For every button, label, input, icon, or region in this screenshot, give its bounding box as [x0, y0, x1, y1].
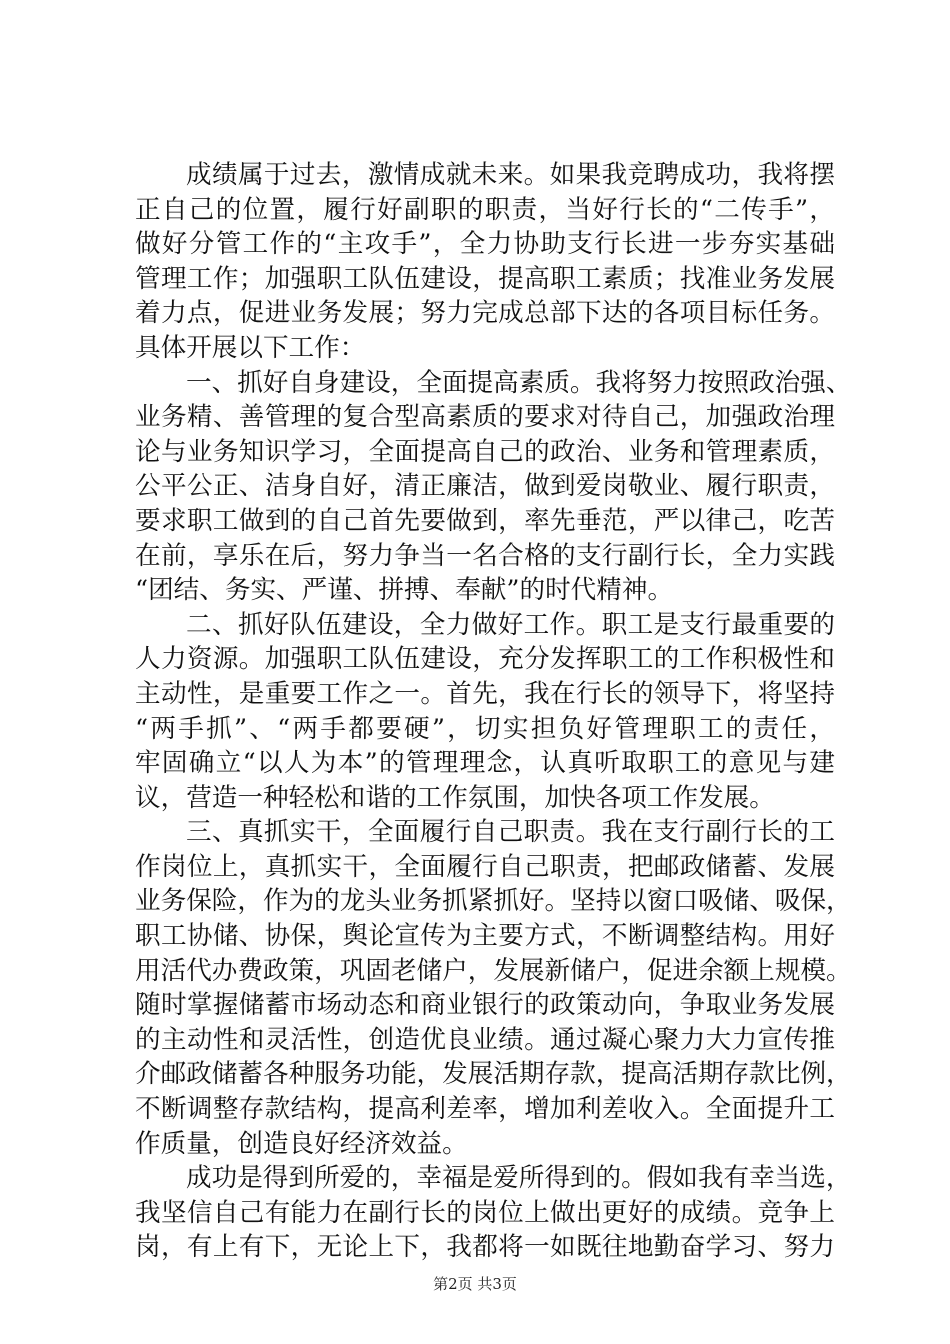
- text-line: 我坚信自己有能力在副行长的岗位上做出更好的成绩。竞争上: [135, 1197, 835, 1228]
- text-line: 介邮政储蓄各种服务功能，发展活期存款，提高活期存款比例，: [135, 1059, 852, 1090]
- text-line: 牢固确立“以人为本”的管理理念，认真听取职工的意见与建: [135, 748, 835, 779]
- text-line: 职工协储、协保，舆论宣传为主要方式，不断调整结构。用好: [135, 921, 835, 952]
- text-line: 三、真抓实干，全面履行自己职责。我在支行副行长的工: [186, 817, 835, 848]
- text-line: 主动性，是重要工作之一。首先，我在行长的领导下，将坚持: [135, 678, 835, 709]
- text-line: 随时掌握储蓄市场动态和商业银行的政策动向，争取业务发展: [135, 990, 835, 1021]
- text-line: 用活代办费政策，巩固老储户，发展新储户，促进余额上规模。: [135, 955, 852, 986]
- text-line: 的主动性和灵活性，创造优良业绩。通过凝心聚力大力宣传推: [135, 1024, 835, 1055]
- page-footer: 第2页 共3页: [433, 1275, 517, 1293]
- text-line: 作岗位上，真抓实干，全面履行自己职责，把邮政储蓄、发展: [135, 851, 835, 882]
- paragraph: [135, 1161, 852, 1265]
- text-line: 管理工作；加强职工队伍建设，提高职工素质；找准业务发展: [135, 263, 835, 294]
- document-body: [135, 158, 852, 1265]
- paragraph: [135, 366, 852, 608]
- text-line: 二、抓好队伍建设，全力做好工作。职工是支行最重要的: [186, 609, 835, 640]
- text-line: “两手抓”、“两手都要硬”，切实担负好管理职工的责任，: [135, 713, 835, 744]
- text-line: 论与业务知识学习，全面提高自己的政治、业务和管理素质，: [135, 436, 835, 467]
- text-line: “团结、务实、严谨、拼搏、奉献”的时代精神。: [135, 575, 674, 606]
- text-line: 具体开展以下工作：: [135, 332, 366, 363]
- text-line: 议，营造一种轻松和谐的工作氛围，加快各项工作发展。: [135, 782, 775, 813]
- paragraph: [135, 158, 835, 366]
- text-line: 着力点，促进业务发展；努力完成总部下达的各项目标任务。: [135, 298, 835, 329]
- text-line: 成功是得到所爱的，幸福是爱所得到的。假如我有幸当选，: [186, 1163, 852, 1194]
- text-line: 做好分管工作的“主攻手”，全力协助支行长进一步夯实基础: [135, 229, 835, 260]
- text-line: 一、抓好自身建设，全面提高素质。我将努力按照政治强、: [186, 367, 852, 398]
- text-line: 成绩属于过去，激情成就未来。如果我竞聘成功，我将摆: [186, 160, 835, 190]
- text-line: 要求职工做到的自己首先要做到，率先垂范，严以律己，吃苦: [135, 505, 835, 536]
- text-line: 公平公正、洁身自好，清正廉洁，做到爱岗敬业、履行职责，: [135, 471, 835, 502]
- text-line: 岗，有上有下，无论上下，我都将一如既往地勤奋学习、努力: [135, 1232, 835, 1263]
- text-line: 业务保险，作为的龙头业务抓紧抓好。坚持以窗口吸储、吸保，: [135, 886, 852, 917]
- text-line: 不断调整存款结构，提高利差率，增加利差收入。全面提升工: [135, 1094, 835, 1125]
- text-line: 业务精、善管理的复合型高素质的要求对待自己，加强政治理: [135, 402, 835, 433]
- paragraph: [135, 608, 835, 816]
- paragraph: [135, 815, 852, 1161]
- text-line: 在前，享乐在后，努力争当一名合格的支行副行长，全力实践: [135, 540, 835, 571]
- text-line: 人力资源。加强职工队伍建设，充分发挥职工的工作积极性和: [135, 644, 835, 675]
- text-line: 正自己的位置，履行好副职的职责，当好行长的“二传手”，: [135, 194, 835, 225]
- text-line: 作质量，创造良好经济效益。: [135, 1128, 468, 1159]
